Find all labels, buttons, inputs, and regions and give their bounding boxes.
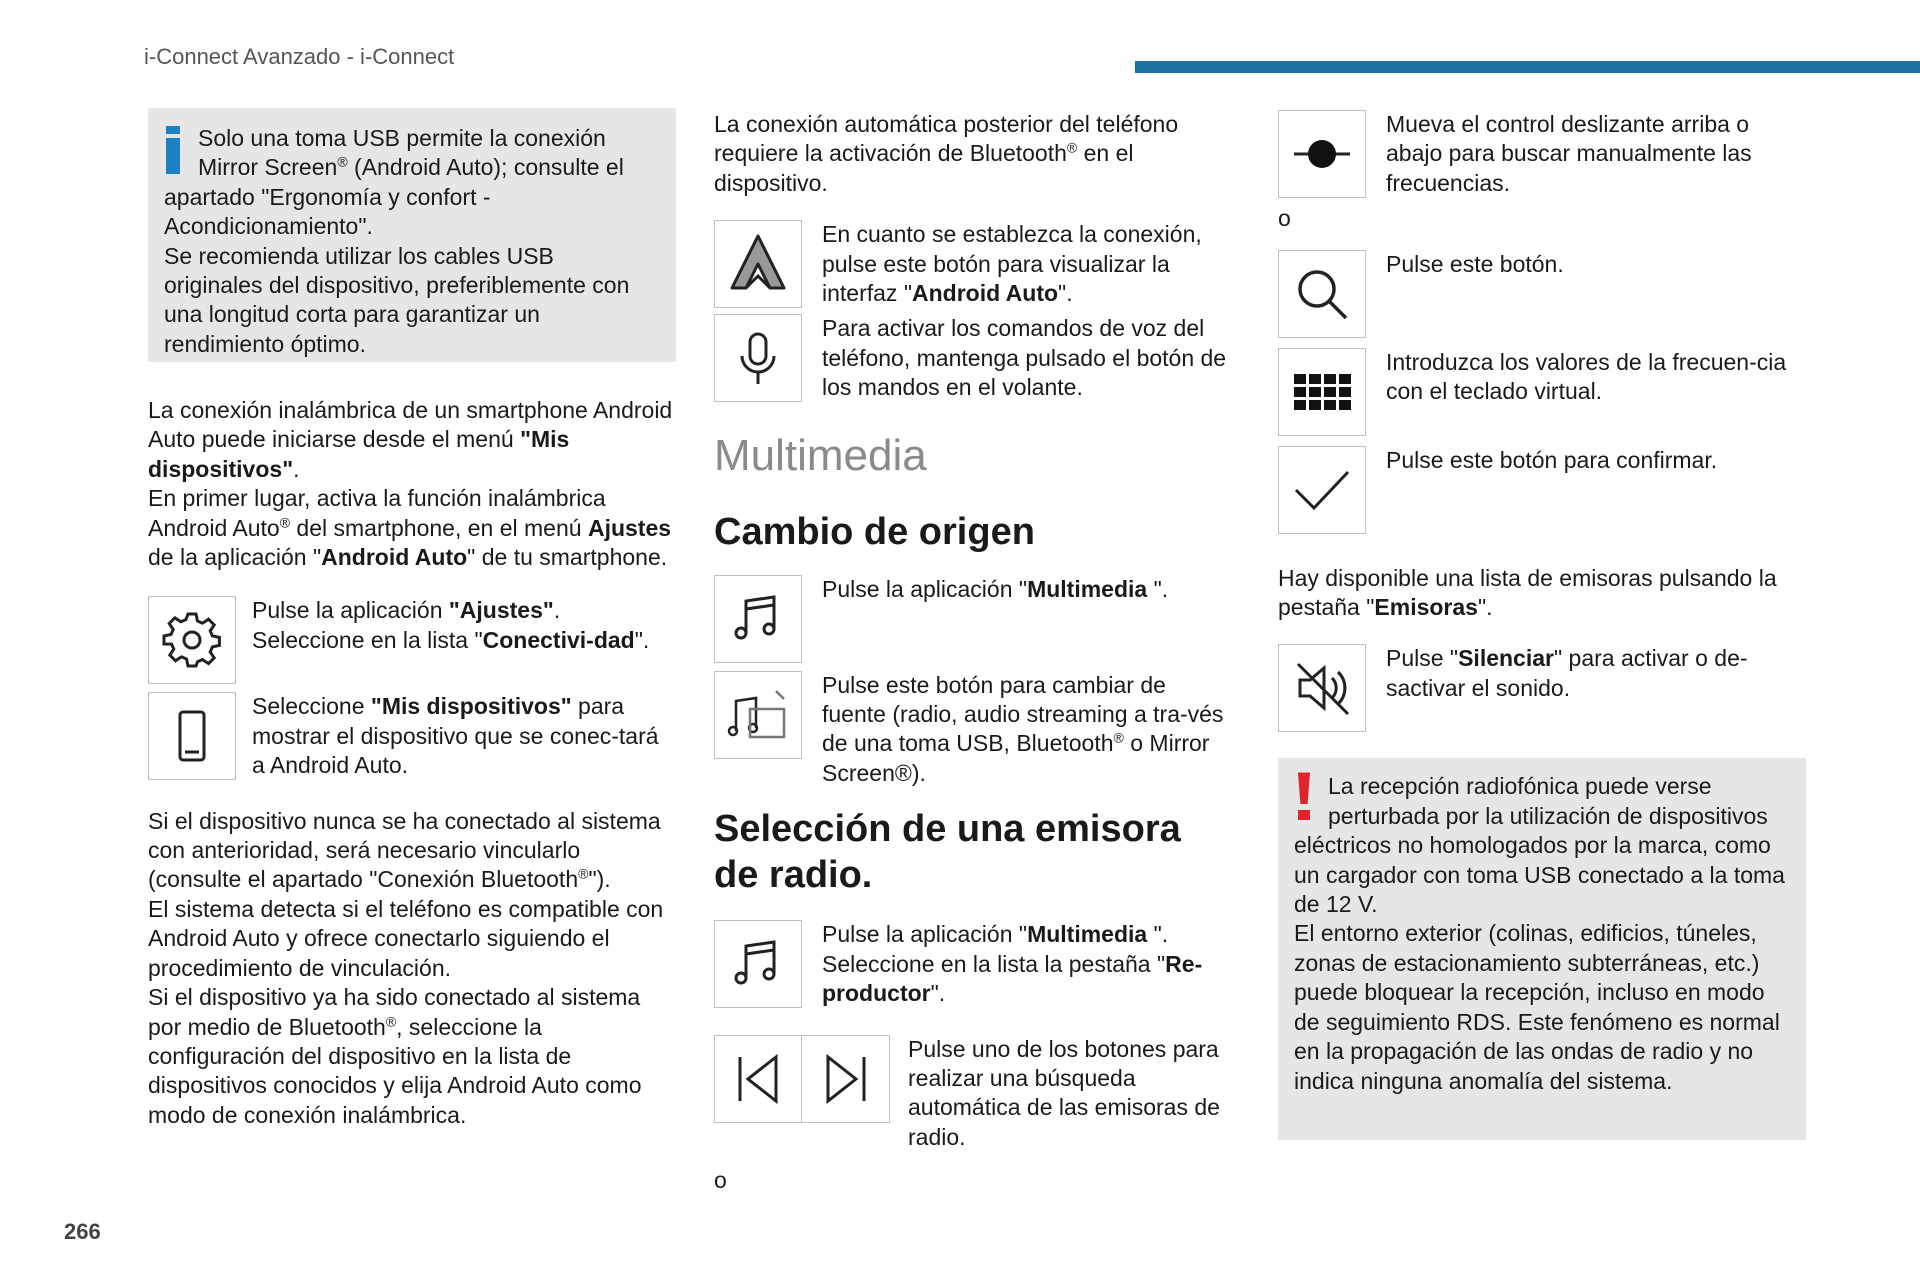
android-auto-icon[interactable]	[714, 220, 802, 308]
info-box	[148, 108, 676, 362]
mute-icon[interactable]	[1278, 644, 1366, 732]
or-separator: o	[714, 1167, 727, 1194]
step-mute	[1278, 644, 1806, 732]
station-list-paragraph: Hay disponible una lista de emisoras pulsando la pestaña "Emisoras".	[1278, 564, 1777, 621]
music-note-icon[interactable]	[714, 575, 802, 663]
auto-connection-paragraph: La conexión automática posterior del teléfono requiere la activación de Bluetooth® en el dispositivo.	[714, 111, 1179, 196]
step-multimedia	[714, 575, 1234, 663]
page-header: i-Connect Avanzado - i-Connect	[144, 44, 455, 69]
step-radio-seek-text: Pulse uno de los botones para realizar una búsqueda automática de las emisoras de radio.	[908, 1035, 1220, 1150]
search-icon[interactable]	[1278, 250, 1366, 338]
header-accent-bar	[1135, 61, 1920, 73]
step-confirm-text: Pulse este botón para confirmar.	[1386, 446, 1718, 473]
step-settings	[148, 596, 676, 684]
keypad-icon[interactable]	[1278, 348, 1366, 436]
section-title: Multimedia	[714, 430, 927, 480]
gear-icon[interactable]	[148, 596, 236, 684]
warning-box	[1278, 758, 1806, 1140]
step-change-source-text: Pulse este botón para cambiar de fuente (radio, audio streaming a tra-vés de una toma USB, Bluetooth® o Mirror Screen®).	[822, 671, 1224, 786]
step-multimedia-text: Pulse la aplicación "Multimedia ".	[822, 575, 1169, 602]
step-confirm	[1278, 446, 1806, 534]
step-slider	[1278, 110, 1806, 198]
page-number: 266	[64, 1219, 101, 1244]
warning-text: La recepción radiofónica puede verse perturbada por la utilización de dispositivos eléctricos no homologados por la marca, como un cargador con toma USB conectado a la toma de 12 V. El entorno exterior (colinas, edificios, túneles, zonas de estacionamiento subterráneas, etc.) puede bloquear la recepción, incluso en modo de seguimiento RDS. Este fenómeno es normal en la propagación de las ondas de radio y no indica ninguna anomalía del sistema.	[1294, 773, 1785, 1094]
seek-buttons	[714, 1035, 890, 1123]
step-mute-text: Pulse "Silenciar" para activar o de-sactivar el sonido.	[1386, 645, 1748, 701]
warning-icon	[1294, 772, 1316, 826]
step-change-source	[714, 671, 1234, 789]
step-voice-text: Para activar los comandos de voz del teléfono, mantenga pulsado el botón de los mandos en el volante.	[822, 315, 1227, 401]
checkmark-icon[interactable]	[1278, 446, 1366, 534]
step-settings-text: Pulse la aplicación "Ajustes". Seleccione en la lista "Conectivi-dad".	[252, 597, 650, 653]
subsection-radio: Selección de una emisora de radio.	[714, 808, 1181, 897]
smartphone-icon[interactable]	[148, 692, 236, 780]
step-radio-multimedia-text: Pulse la aplicación "Multimedia ". Seleccione en la lista la pestaña "Re-productor".	[822, 921, 1203, 1007]
step-keypad	[1278, 348, 1806, 436]
column-middle	[714, 110, 1234, 1196]
seek-next-icon[interactable]	[802, 1035, 890, 1123]
step-android-auto-text: En cuanto se establezca la conexión, pulse este botón para visualizar la interfaz "Android Auto".	[822, 221, 1202, 307]
step-voice	[714, 314, 1234, 402]
pairing-paragraph: Si el dispositivo nunca se ha conectado al sistema con anterioridad, será necesario vincularlo (consulte el apartado "Conexión Bluetooth®"). El sistema detecta si el teléfono es compatible con Android Auto y ofrece conectarlo siguiendo el procedimiento de vinculación. Si el dispositivo ya ha sido conectado al sistema por medio de Bluetooth®, seleccione la configuración del dispositivo en la lista de dispositivos conocidos y elija Android Auto como modo de conexión inalámbrica.	[148, 807, 664, 1128]
wireless-paragraph: La conexión inalámbrica de un smartphone Android Auto puede iniciarse desde el menú "Mis dispositivos". En primer lugar, activa la función inalámbrica Android Auto® del smartphone, en el menú Ajustes de la aplicación "Android Auto" de tu smartphone.	[148, 397, 673, 571]
info-icon	[164, 126, 184, 172]
step-radio-multimedia	[714, 920, 1234, 1008]
step-keypad-text: Introduzca los valores de la frecuen-cia con el teclado virtual.	[1386, 348, 1787, 405]
slider-icon[interactable]	[1278, 110, 1366, 198]
step-devices-text: Seleccione "Mis dispositivos" para mostrar el dispositivo que se conec-tará a Android Auto.	[252, 693, 659, 779]
column-right	[1278, 110, 1806, 1140]
or-separator: o	[1278, 205, 1291, 232]
step-slider-text: Mueva el control deslizante arriba o abajo para buscar manualmente las frecuencias.	[1386, 111, 1752, 196]
step-search	[1278, 250, 1806, 338]
step-android-auto	[714, 220, 1234, 308]
column-left	[148, 108, 676, 1130]
subsection-source: Cambio de origen	[714, 510, 1035, 553]
step-devices	[148, 692, 676, 780]
source-switch-icon[interactable]	[714, 671, 802, 759]
info-text: Solo una toma USB permite la conexión Mirror Screen® (Android Auto); consulte el apartado "Ergonomía y confort - Acondicionamiento". Se recomienda utilizar los cables USB originales del dispositivo, preferiblemente con una longitud corta para garantizar un rendimiento óptimo.	[164, 125, 630, 357]
music-note-icon[interactable]	[714, 920, 802, 1008]
microphone-icon[interactable]	[714, 314, 802, 402]
step-search-text: Pulse este botón.	[1386, 250, 1564, 277]
step-radio-seek	[714, 1035, 1234, 1153]
seek-previous-icon[interactable]	[714, 1035, 802, 1123]
